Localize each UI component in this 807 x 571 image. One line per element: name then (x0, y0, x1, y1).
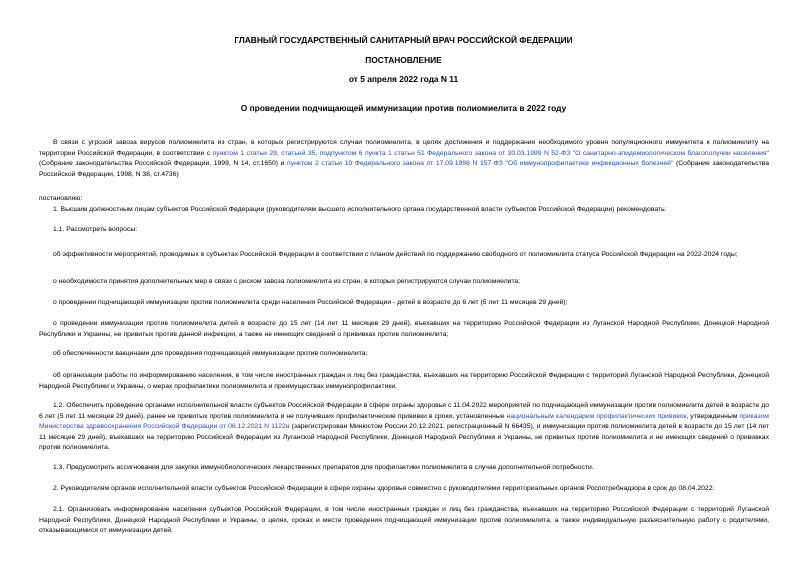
preamble-text: (Собрание законодательства Российской Федерации, 1998, N 38, ст.4736) (39, 160, 769, 178)
paragraph-text: , утвержденным (686, 412, 740, 420)
issuing-authority: ГЛАВНЫЙ ГОСУДАРСТВЕННЫЙ САНИТАРНЫЙ ВРАЧ РОССИЙСКОЙ ФЕДЕРАЦИИ (234, 35, 573, 45)
health-ministry-order-link[interactable]: приказом Министерства здравоохранения Российской Федерации от 06.12.2021 N 1122н (39, 412, 769, 431)
question-item: о необходимости принятия дополнительных мер в связи с риском завоза полиомиелита из стран, в которых регистрируются случаи полиомиелита; (53, 278, 521, 285)
law-157fz-link[interactable]: пунктом 2 статьи 10 Федерального закона от 17.09.1998 N 157-ФЗ "Об иммунопрофилактике инфекционных болезней" (287, 160, 674, 168)
question-item: об организации работы по информированию населения, в том числе иностранных граждан и лиц без гражданства, въехавших на территорию Российской Федерации с территорий Луганской Народной Республики, Донецкой Народной Республики и Украины, о мерах профилактики полиомиелита и преимуществах иммунопрофилактики. (39, 372, 769, 390)
paragraph-text: (зарегистрирован Минюстом России 20.12.2021, регистрационный N 66435), и иммунизации против полиомиелита детей в возрасте до 15 лет (14 лет 11 месяцев 29 дней), въехавших на территорию Российской Федерации из Луганской Народной Республики, Донецкой Народной Республики и Украины, не привитых против полиомиелита и не имеющих сведений о прививках против полиомиелита. (39, 423, 769, 452)
question-item: об обеспеченности вакцинами для проведения подчищающей иммунизации против полиомиелита; (53, 350, 368, 357)
paragraph-1-2 (39, 401, 769, 454)
law-52fz-link[interactable]: пунктом 1 статьи 29, статьей 35, подпунктом 6 пункта 1 статьи 51 Федерального закона от 30.03.1999 N 52-ФЗ "О санитарно-эпидемиологическом благополучии населения" (212, 149, 769, 157)
question-item: о проведении иммунизации против полиомиелита детей в возрасте до 15 лет (14 лет 11 месяцев 29 дней), въехавших на территорию Российской Федерации из Луганской Народной Республики, Донецкой Народной Республики и Украины, не привитых против данной инфекции, а также не имеющих сведений о прививках против полиомиелита; (39, 320, 769, 338)
paragraph-text: 1.2. Обеспечить проведение органами исполнительной власти субъектов Российской Федерации в сфере охраны здоровья с 11.04.2022 мероприятий по подчищающей иммунизации против полиомиелита детей в возрасте до 6 лет (5 лет 11 месяцев 29 дней), ранее не привитых против полиомиелита и не получивших профилактические прививки в сроки, установленные (39, 402, 769, 420)
paragraph-2-1: 2.1. Организовать информирование населения субъектов Российской Федерации, в том числе иностранных граждан и лиц без гражданства, въехавших на территорию Российской Федерации с территорий Луганской Народной Республики, Донецкой Народной Республики и Украины, о целях, сроках и месте проведения подчищающей иммунизации против полиомиелита, а также индивидуальную разъяснительную работу с родителями, отказывающимися от иммунизации детей. (39, 506, 769, 535)
preamble-text: В связи с угрозой завоза вирусов полиомиелита из стран, в которых регистрируются случаи полиомиелита, в целях достижения и поддержания необходимого уровня популяционного иммунитета к полиомиелиту на территории Российской Федерации, в соответствии с (39, 139, 769, 157)
paragraph-1: 1. Высшим должностным лицам субъектов Российской Федерации (руководителям высшего исполнительного органа государственной власти субъектов Российской Федерации) рекомендовать: (53, 206, 667, 213)
question-item: об эффективности мероприятий, проводимых в субъектах Российской Федерации в соответствии с планом действий по поддержанию свободного от полиомиелита статуса Российской Федерации на 2022-2024 годы; (53, 251, 738, 258)
vaccination-calendar-link[interactable]: национальным календарем профилактических прививок (506, 412, 687, 420)
paragraph-1-3: 1.3. Предусмотреть ассигнования для закупки иммунобиологических лекарственных препаратов для профилактики полиомиелита в случае дополнительной потребности. (53, 464, 594, 471)
document-title: О проведении подчищающей иммунизации против полиомиелита в 2022 году (240, 103, 567, 113)
resolve-word: постановляю: (39, 195, 83, 202)
question-item: о проведении подчищающей иммунизации против полиомиелита среди населения Российской Федерации - детей в возрасте до 6 лет (5 лет 11 месяцев 29 дней); (53, 299, 568, 306)
paragraph-1-1: 1.1. Рассмотреть вопросы: (53, 226, 138, 233)
preamble-paragraph (39, 138, 769, 180)
document-date-number: от 5 апреля 2022 года N 11 (348, 74, 459, 84)
document-type: ПОСТАНОВЛЕНИЕ (365, 55, 442, 65)
paragraph-2: 2. Руководителям органов исполнительной власти субъектов Российской Федерации в сфере охраны здоровья совместно с руководителями территориальных органов Роспотребнадзора в срок до 08.04.2022: (53, 485, 715, 492)
preamble-text: (Собрание законодательства Российской Федерации, 1999, N 14, ст.1650) и (39, 160, 288, 168)
